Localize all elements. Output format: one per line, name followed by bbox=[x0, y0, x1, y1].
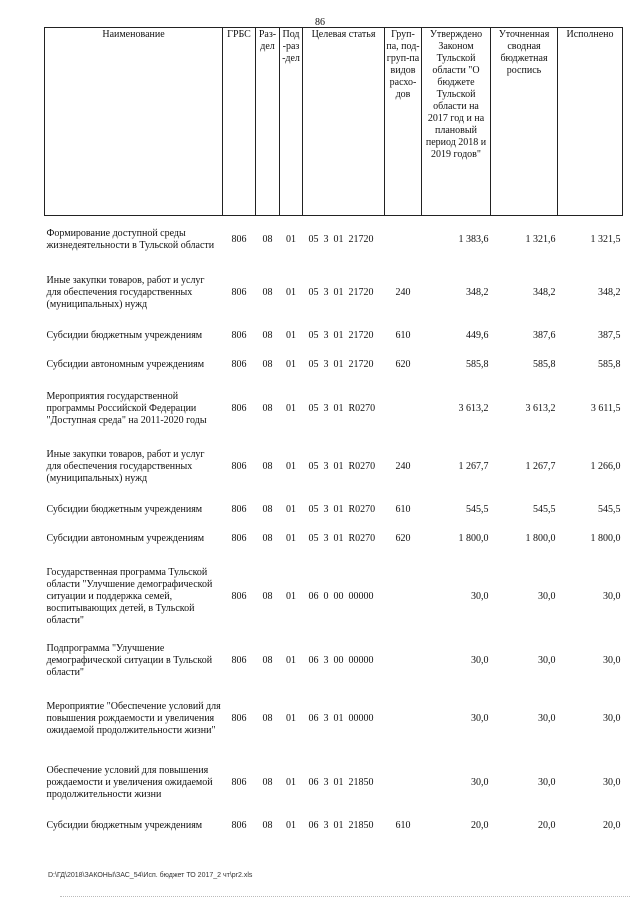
cell-ispolneno: 585,8 bbox=[598, 359, 621, 370]
table-row bbox=[45, 351, 623, 380]
cell-gruppa bbox=[385, 554, 422, 640]
cell-utochnennaya: 1 321,6 bbox=[525, 233, 556, 245]
header-utochnennaya: Уточненная сводная бюджетная роспись bbox=[491, 28, 558, 216]
cell-name: Подпрограмма "Улучшение демографической ситуации в Тульской области" bbox=[46, 643, 213, 678]
cell-utochnennaya: 387,6 bbox=[533, 330, 556, 341]
cell-utverzhdeno: 449,6 bbox=[466, 330, 489, 341]
cell-grbs: 806 bbox=[231, 777, 247, 788]
cell-podrazdel: 01 bbox=[286, 777, 296, 788]
cell-ispolneno: 348,2 bbox=[598, 286, 621, 298]
cell-gruppa bbox=[385, 640, 422, 683]
cell-ispolneno: 545,5 bbox=[598, 504, 621, 515]
cell-grbs: 806 bbox=[231, 655, 247, 666]
cell-grbs: 806 bbox=[231, 504, 247, 515]
cell-celevaya: 06 3 01 21850 bbox=[308, 820, 374, 831]
cell-ispolneno: 30,0 bbox=[603, 655, 621, 666]
cell-utochnennaya: 585,8 bbox=[533, 359, 556, 370]
cell-podrazdel: 01 bbox=[286, 533, 296, 544]
cell-razdel: 08 bbox=[262, 330, 273, 341]
table-row bbox=[45, 755, 623, 812]
table-row bbox=[45, 683, 623, 755]
table-row bbox=[45, 216, 623, 264]
cell-grbs: 806 bbox=[231, 590, 247, 602]
cell-grbs: 806 bbox=[231, 402, 247, 414]
cell-ispolneno: 1 321,5 bbox=[590, 233, 621, 245]
cell-razdel: 08 bbox=[262, 777, 273, 788]
cell-utverzhdeno: 545,5 bbox=[466, 504, 489, 515]
cell-gruppa: 240 bbox=[395, 286, 411, 298]
cell-razdel: 08 bbox=[262, 590, 273, 602]
cell-podrazdel: 01 bbox=[286, 712, 296, 724]
cell-podrazdel: 01 bbox=[286, 460, 296, 472]
cell-gruppa bbox=[385, 755, 422, 812]
cell-gruppa: 620 bbox=[395, 533, 411, 544]
cell-grbs: 806 bbox=[231, 233, 247, 245]
cell-gruppa bbox=[385, 216, 422, 264]
cell-grbs: 806 bbox=[231, 533, 247, 544]
cell-name: Субсидии автономным учреждениям bbox=[46, 359, 205, 370]
table-row bbox=[45, 525, 623, 554]
cell-name: Субсидии автономным учреждениям bbox=[46, 533, 205, 544]
cell-name: Иные закупки товаров, работ и услуг для обеспечения государственных (муниципальных) нужд bbox=[46, 274, 205, 310]
cell-gruppa: 610 bbox=[395, 820, 411, 831]
cell-name: Субсидии бюджетным учреждениям bbox=[46, 820, 203, 831]
table-row bbox=[45, 380, 623, 438]
cell-ispolneno: 20,0 bbox=[603, 820, 621, 831]
table-row bbox=[45, 640, 623, 683]
cell-razdel: 08 bbox=[262, 233, 273, 245]
cell-celevaya: 05 3 01 R0270 bbox=[308, 402, 376, 414]
cell-celevaya: 05 3 01 R0270 bbox=[308, 533, 376, 544]
cell-grbs: 806 bbox=[231, 359, 247, 370]
table-row bbox=[45, 264, 623, 322]
cell-utverzhdeno: 1 383,6 bbox=[458, 233, 489, 245]
cell-celevaya: 05 3 01 R0270 bbox=[308, 460, 376, 472]
header-razdel: Раз-дел bbox=[256, 28, 280, 216]
cell-utochnennaya: 30,0 bbox=[538, 712, 556, 724]
cell-grbs: 806 bbox=[231, 330, 247, 341]
cell-name: Обеспечение условий для повышения рождаемости и увеличения ожидаемой продолжительности жизни bbox=[46, 765, 213, 800]
cell-podrazdel: 01 bbox=[286, 504, 296, 515]
cell-utverzhdeno: 30,0 bbox=[471, 590, 489, 602]
cell-celevaya: 06 3 01 21850 bbox=[308, 777, 374, 788]
cell-name: Формирование доступной среды жизнедеятельности в Тульской области bbox=[46, 227, 215, 251]
cell-ispolneno: 30,0 bbox=[603, 777, 621, 788]
cell-celevaya: 05 3 01 21720 bbox=[308, 330, 374, 341]
budget-table bbox=[44, 27, 623, 841]
cell-utochnennaya: 30,0 bbox=[538, 590, 556, 602]
cell-gruppa: 610 bbox=[395, 330, 411, 341]
cell-utochnennaya: 30,0 bbox=[538, 655, 556, 666]
cell-utverzhdeno: 1 800,0 bbox=[458, 533, 489, 544]
cell-name: Мероприятие "Обеспечение условий для повышения рождаемости и увеличения ожидаемой продолжительности жизни" bbox=[46, 700, 221, 736]
header-ispolneno: Исполнено bbox=[558, 28, 623, 216]
scan-artifact-line bbox=[60, 896, 630, 897]
cell-grbs: 806 bbox=[231, 820, 247, 831]
cell-razdel: 08 bbox=[262, 504, 273, 515]
file-path-footer: D:\ГД\2018\ЗАКОНЫ\ЗАС_54\Исп. бюджет ТО 2017_2 чт\pr2.xls bbox=[48, 872, 253, 879]
table-header bbox=[45, 28, 623, 216]
cell-gruppa: 240 bbox=[395, 460, 411, 472]
cell-razdel: 08 bbox=[262, 655, 273, 666]
header-gruppa: Груп-па, под-груп-па видов расхо-дов bbox=[385, 28, 422, 216]
cell-name: Мероприятия государственной программы Российской Федерации "Доступная среда" на 2011-2020 годы bbox=[46, 390, 207, 426]
table-row bbox=[45, 812, 623, 841]
cell-utochnennaya: 3 613,2 bbox=[525, 402, 556, 414]
cell-gruppa bbox=[385, 683, 422, 755]
cell-razdel: 08 bbox=[262, 402, 273, 414]
cell-celevaya: 05 3 01 21720 bbox=[308, 359, 374, 370]
cell-razdel: 08 bbox=[262, 359, 273, 370]
page-number: 86 bbox=[315, 17, 325, 28]
header-celevaya: Целевая статья bbox=[303, 28, 385, 216]
cell-ispolneno: 30,0 bbox=[603, 590, 621, 602]
cell-grbs: 806 bbox=[231, 460, 247, 472]
header-name: Наименование bbox=[45, 28, 223, 216]
cell-podrazdel: 01 bbox=[286, 330, 296, 341]
cell-celevaya: 06 3 01 00000 bbox=[308, 712, 374, 724]
cell-gruppa: 610 bbox=[395, 504, 411, 515]
cell-ispolneno: 30,0 bbox=[603, 712, 621, 724]
cell-podrazdel: 01 bbox=[286, 286, 296, 298]
cell-grbs: 806 bbox=[231, 712, 247, 724]
cell-utochnennaya: 30,0 bbox=[538, 777, 556, 788]
cell-utverzhdeno: 3 613,2 bbox=[458, 402, 489, 414]
cell-utochnennaya: 348,2 bbox=[533, 286, 556, 298]
cell-razdel: 08 bbox=[262, 286, 273, 298]
cell-podrazdel: 01 bbox=[286, 820, 296, 831]
cell-razdel: 08 bbox=[262, 533, 273, 544]
cell-name: Субсидии бюджетным учреждениям bbox=[46, 330, 203, 341]
cell-grbs: 806 bbox=[231, 286, 247, 298]
cell-razdel: 08 bbox=[262, 820, 273, 831]
cell-utverzhdeno: 30,0 bbox=[471, 712, 489, 724]
cell-name: Государственная программа Тульской области "Улучшение демографической ситуации и поддержка семей, воспитывающих детей, в Тульской области" bbox=[46, 566, 213, 626]
cell-utverzhdeno: 20,0 bbox=[471, 820, 489, 831]
table-row bbox=[45, 554, 623, 640]
cell-celevaya: 06 0 00 00000 bbox=[308, 590, 374, 602]
cell-podrazdel: 01 bbox=[286, 233, 296, 245]
cell-podrazdel: 01 bbox=[286, 590, 296, 602]
cell-utverzhdeno: 30,0 bbox=[471, 655, 489, 666]
cell-podrazdel: 01 bbox=[286, 402, 296, 414]
cell-razdel: 08 bbox=[262, 712, 273, 724]
table-row bbox=[45, 438, 623, 496]
cell-name: Иные закупки товаров, работ и услуг для обеспечения государственных (муниципальных) нужд bbox=[46, 448, 205, 484]
cell-utochnennaya: 545,5 bbox=[533, 504, 556, 515]
cell-gruppa: 620 bbox=[395, 359, 411, 370]
cell-utochnennaya: 20,0 bbox=[538, 820, 556, 831]
cell-celevaya: 05 3 01 21720 bbox=[308, 286, 374, 298]
cell-utochnennaya: 1 800,0 bbox=[525, 533, 556, 544]
table-body bbox=[45, 216, 623, 841]
header-grbs: ГРБС bbox=[223, 28, 256, 216]
cell-gruppa bbox=[385, 380, 422, 438]
header-utverzhdeno: Утверждено Законом Тульской области "О бюджете Тульской области на 2017 год и на плановый период 2018 и 2019 годов" bbox=[422, 28, 491, 216]
cell-celevaya: 05 3 01 R0270 bbox=[308, 504, 376, 515]
cell-ispolneno: 3 611,5 bbox=[590, 402, 621, 414]
cell-utverzhdeno: 348,2 bbox=[466, 286, 489, 298]
cell-name: Субсидии бюджетным учреждениям bbox=[46, 504, 203, 515]
cell-utochnennaya: 1 267,7 bbox=[525, 460, 556, 472]
cell-celevaya: 06 3 00 00000 bbox=[308, 655, 374, 666]
cell-utverzhdeno: 585,8 bbox=[466, 359, 489, 370]
cell-ispolneno: 1 266,0 bbox=[590, 460, 621, 472]
cell-ispolneno: 1 800,0 bbox=[590, 533, 621, 544]
header-podrazdel: Под-раз-дел bbox=[280, 28, 303, 216]
cell-ispolneno: 387,5 bbox=[598, 330, 621, 341]
table-row bbox=[45, 496, 623, 525]
cell-razdel: 08 bbox=[262, 460, 273, 472]
cell-utverzhdeno: 30,0 bbox=[471, 777, 489, 788]
cell-utverzhdeno: 1 267,7 bbox=[458, 460, 489, 472]
cell-celevaya: 05 3 01 21720 bbox=[308, 233, 374, 245]
cell-podrazdel: 01 bbox=[286, 655, 296, 666]
cell-podrazdel: 01 bbox=[286, 359, 296, 370]
table-row bbox=[45, 322, 623, 351]
